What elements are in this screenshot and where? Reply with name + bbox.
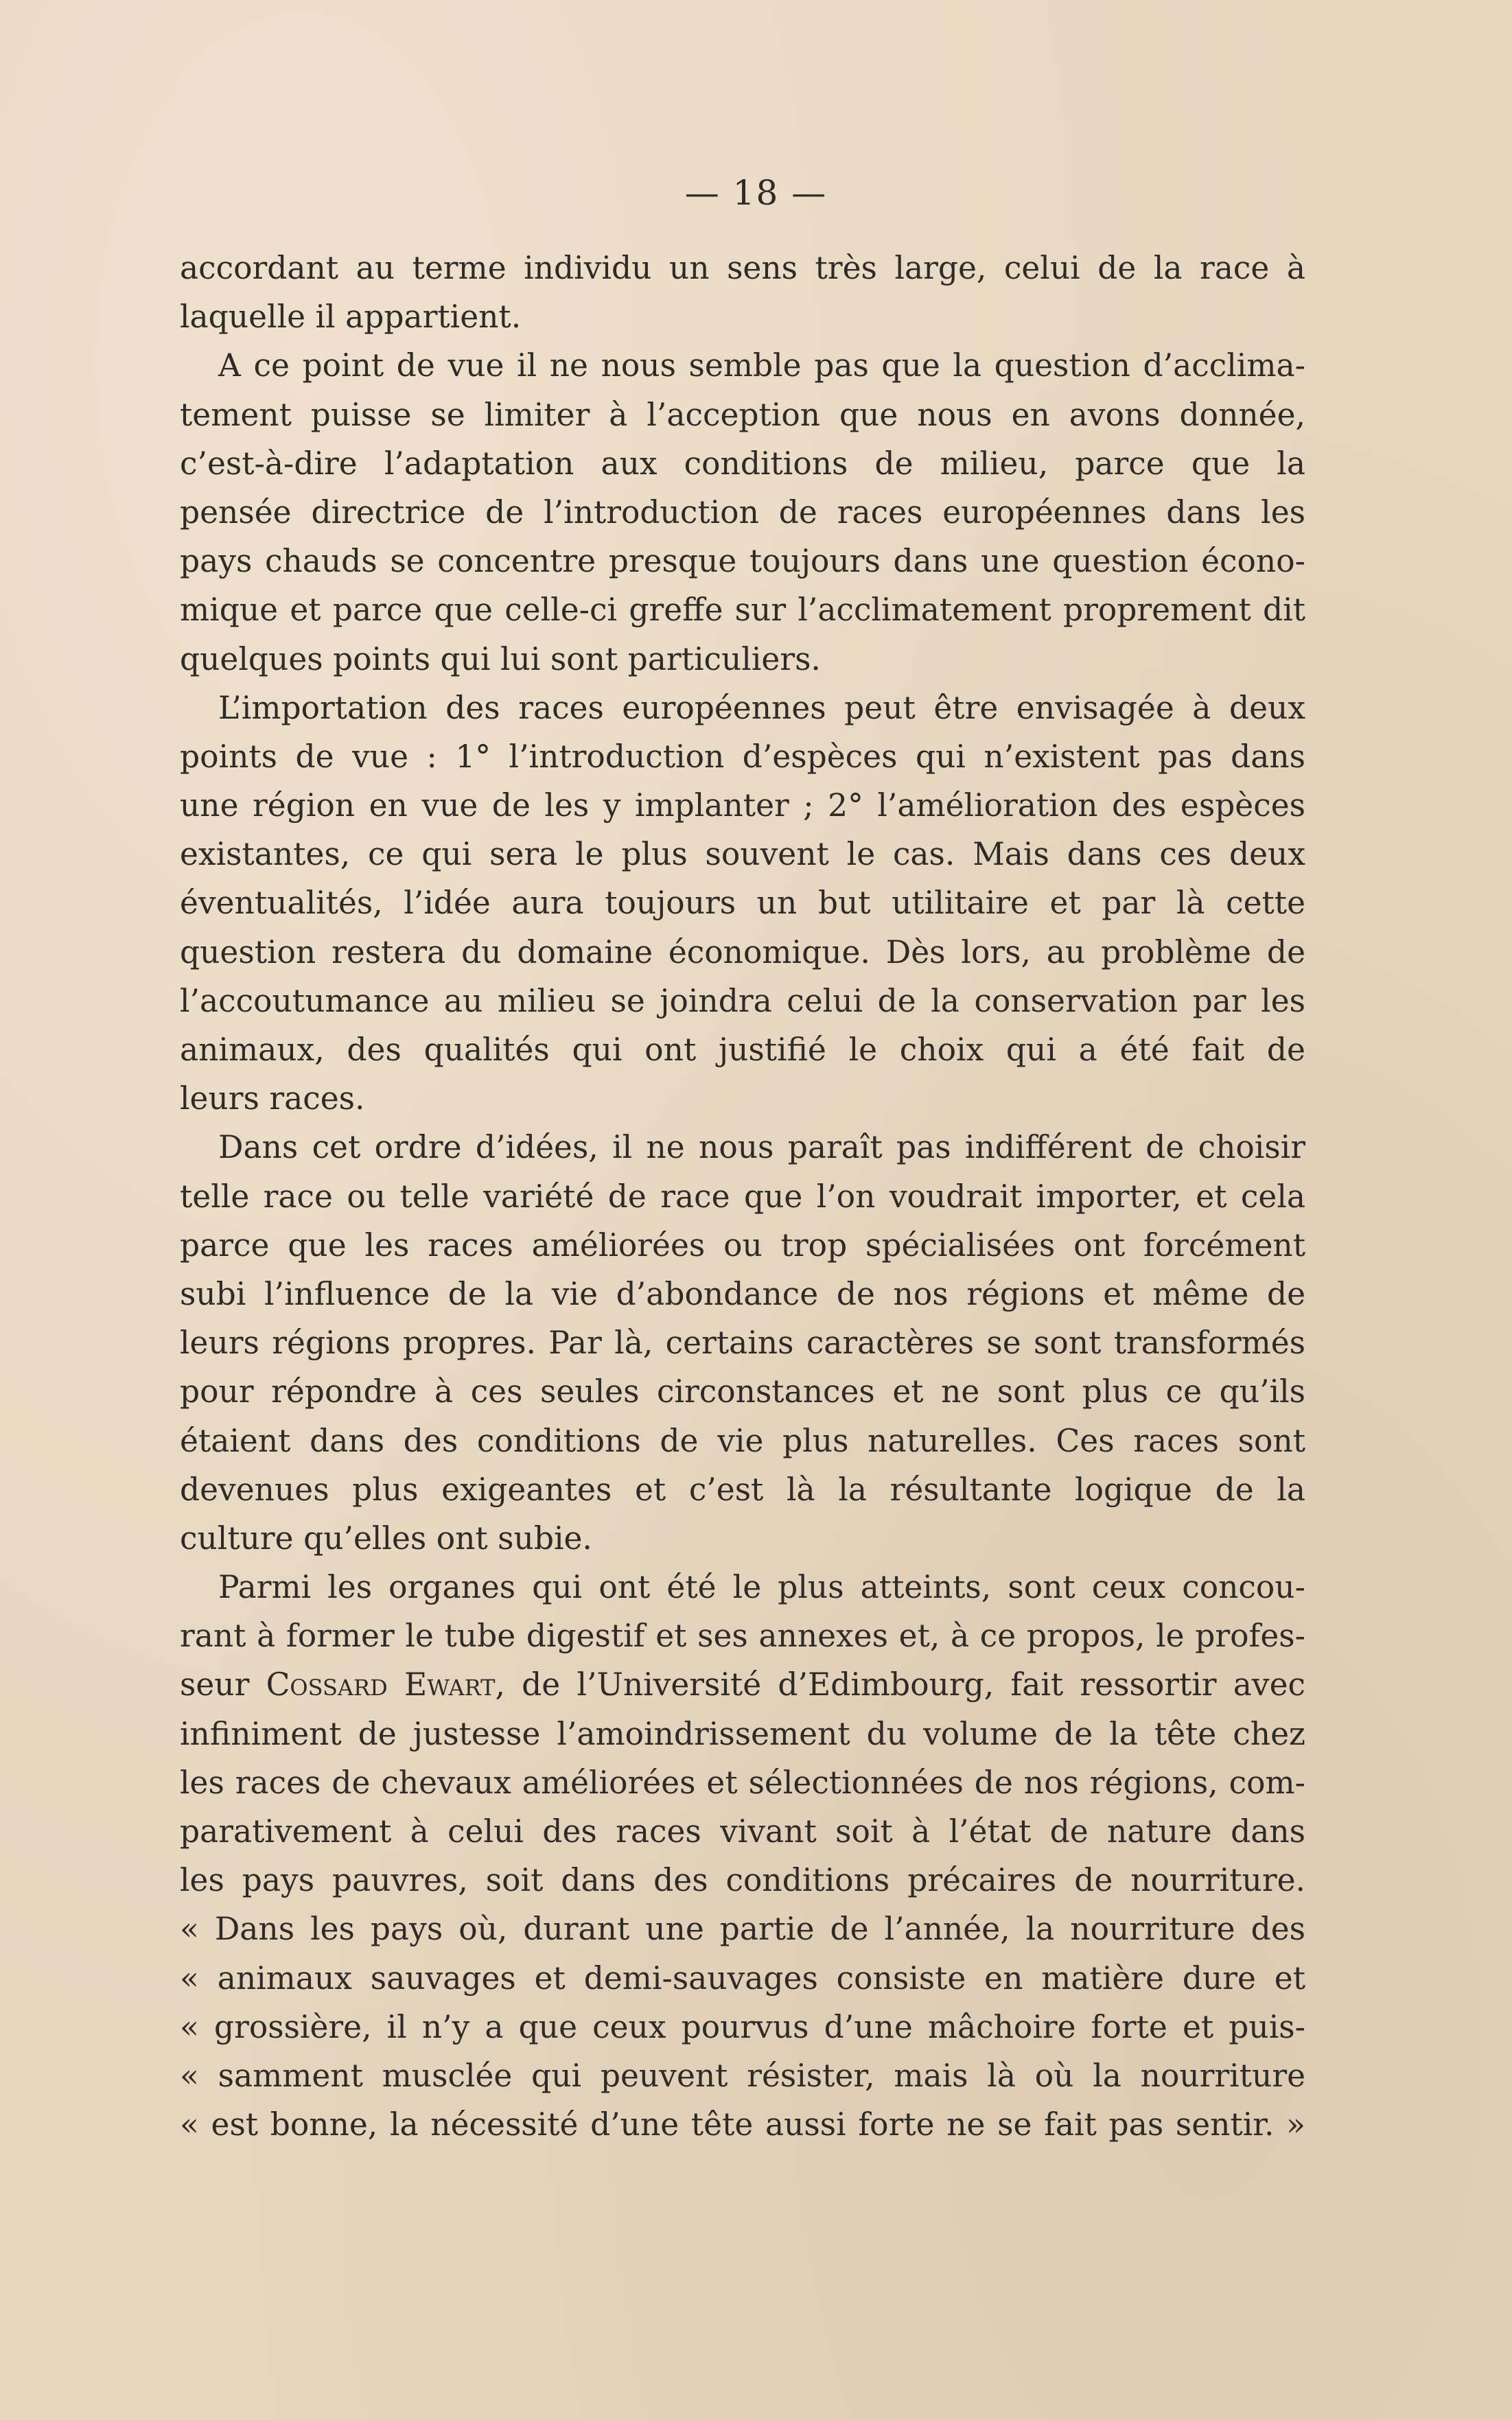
text-line: rant à former le tube digestif et ses annexes et, à ce propos, le profes- xyxy=(180,1618,1305,1655)
text-line: l’accoutumance au milieu se joindra celui de la conservation par les xyxy=(180,982,1305,1019)
text-line: parativement à celui des races vivant soit à l’état de nature dans xyxy=(180,1813,1305,1850)
body-text xyxy=(180,244,1305,2149)
text-line: points de vue : 1° l’introduction d’espèces qui n’existent pas dans xyxy=(180,738,1305,775)
text-line: question restera du domaine économique. Dès lors, au problème de xyxy=(180,933,1305,970)
text-line: une région en vue de les y implanter ; 2° l’amélioration des espèces xyxy=(180,787,1305,824)
text-line: A ce point de vue il ne nous semble pas que la question d’acclima- xyxy=(218,347,1305,384)
text-line: étaient dans des conditions de vie plus naturelles. Ces races sont xyxy=(180,1422,1305,1459)
text-line: leurs régions propres. Par là, certains caractères se sont transformés xyxy=(180,1325,1305,1362)
text-line: éventualités, l’idée aura toujours un but utilitaire et par là cette xyxy=(180,885,1305,922)
text-line: leurs races. xyxy=(180,1080,365,1117)
text-line: les races de chevaux améliorées et sélectionnées de nos régions, com- xyxy=(180,1764,1305,1801)
text-line: Dans cet ordre d’idées, il ne nous paraît pas indifférent de choisir xyxy=(218,1129,1305,1166)
text-line: « grossière, il n’y a que ceux pourvus d’une mâchoire forte et puis- xyxy=(180,2008,1305,2045)
text-line: accordant au terme individu un sens très large, celui de la race à xyxy=(180,250,1305,286)
text-line: pensée directrice de l’introduction de races européennes dans les xyxy=(180,493,1305,531)
text-line: laquelle il appartient. xyxy=(180,299,522,336)
text-line: pour répondre à ces seules circonstances et ne sont plus ce qu’ils xyxy=(180,1373,1305,1410)
text-line: quelques points qui lui sont particuliers. xyxy=(180,640,821,677)
text-line: « Dans les pays où, durant une partie de l’année, la nourriture des xyxy=(180,1911,1305,1948)
text-line: existantes, ce qui sera le plus souvent le cas. Mais dans ces deux xyxy=(180,836,1305,873)
author-name: Ewart xyxy=(404,1666,496,1703)
text-line: « est bonne, la nécessité d’une tête aussi forte ne se fait pas sentir. » xyxy=(180,2106,1305,2143)
text-line: Parmi les organes qui ont été le plus atteints, sont ceux concou- xyxy=(218,1569,1305,1606)
text-line: telle race ou telle variété de race que l’on voudrait importer, et cela xyxy=(180,1178,1305,1215)
page-number: — 18 — xyxy=(684,173,828,213)
text-line: seur Cossard Ewart, de l’Université d’Edimbourg, fait ressortir avec xyxy=(180,1666,1306,1703)
text-line: c’est-à-dire l’adaptation aux conditions de milieu, parce que la xyxy=(180,445,1305,482)
text-line: devenues plus exigeantes et c’est là la résultante logique de la xyxy=(180,1471,1305,1508)
text-line: L’importation des races européennes peut être envisagée à deux xyxy=(218,689,1305,726)
text-line: les pays pauvres, soit dans des conditions précaires de nourriture. xyxy=(180,1862,1305,1899)
text-line: infiniment de justesse l’amoindrissement du volume de la tête chez xyxy=(180,1715,1305,1752)
text-line: mique et parce que celle-ci greffe sur l’acclimatement proprement dit xyxy=(180,592,1305,629)
text-line: « samment musclée qui peuvent résister, mais là où la nourriture xyxy=(180,2057,1305,2094)
text-line: pays chauds se concentre presque toujours dans une question écono- xyxy=(180,543,1305,580)
text-line: tement puisse se limiter à l’acception que nous en avons donnée, xyxy=(180,396,1305,433)
text-line: subi l’influence de la vie d’abondance de nos régions et même de xyxy=(180,1275,1305,1312)
text-line: « animaux sauvages et demi-sauvages consiste en matière dure et xyxy=(180,1959,1305,1997)
text-line: animaux, des qualités qui ont justifié le choix qui a été fait de xyxy=(180,1032,1305,1068)
text-line: parce que les races améliorées ou trop spécialisées ont forcément xyxy=(180,1226,1305,1264)
text-line: culture qu’elles ont subie. xyxy=(180,1520,592,1557)
author-name: Cossard xyxy=(266,1666,388,1703)
